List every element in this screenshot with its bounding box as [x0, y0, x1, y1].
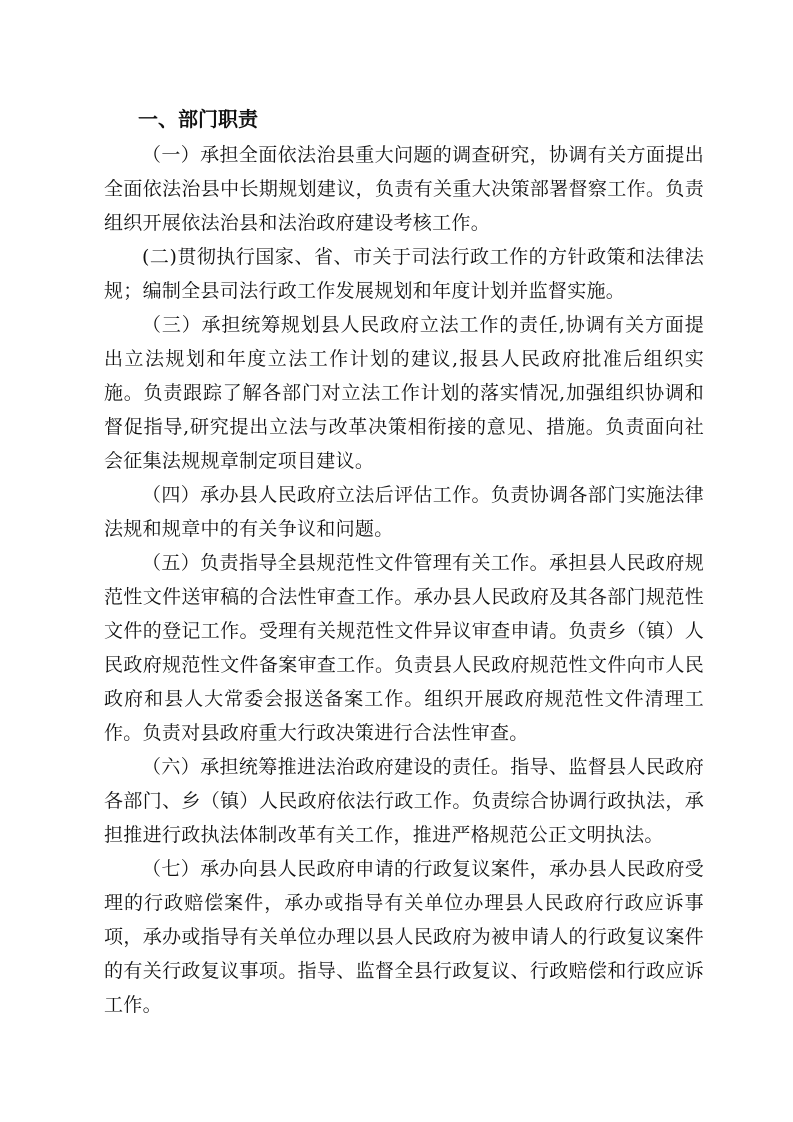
paragraph-1: （一）承担全面依法治县重大问题的调查研究，协调有关方面提出全面依法治县中长期规划建议，负责有关重大决策部署督察工作。负责组织开展依法治县和法治政府建设考核工作。: [104, 144, 704, 234]
paragraph-6: （六）承担统筹推进法治政府建设的责任。指导、监督县人民政府各部门、乡（镇）人民政府依法行政工作。负责综合协调行政执法，承担推进行政执法体制改革有关工作，推进严格规范公正文明执法。: [104, 756, 704, 846]
document-body: [104, 138, 704, 1022]
paragraph-5: （五）负责指导全县规范性文件管理有关工作。承担县人民政府规范性文件送审稿的合法性审查工作。承办县人民政府及其各部门规范性文件的登记工作。受理有关规范性文件异议审查申请。负责乡（镇）人民政府规范性文件备案审查工作。负责县人民政府规范性文件向市人民政府和县人大常委会报送备案工作。组织开展政府规范性文件清理工作。负责对县政府重大行政决策进行合法性审查。: [104, 552, 704, 744]
section-title: 一、部门职责: [138, 107, 258, 131]
paragraph-7: （七）承办向县人民政府申请的行政复议案件，承办县人民政府受理的行政赔偿案件，承办或指导有关单位办理县人民政府行政应诉事项，承办或指导有关单位办理以县人民政府为被申请人的行政复议案件的有关行政复议事项。指导、监督全县行政复议、行政赔偿和行政应诉工作。: [104, 858, 704, 1016]
paragraph-3: （三）承担统筹规划县人民政府立法工作的责任,协调有关方面提出立法规划和年度立法工作计划的建议,报县人民政府批准后组织实施。负责跟踪了解各部门对立法工作计划的落实情况,加强组织协调和督促指导,研究提出立法与改革决策相衔接的意见、措施。负责面向社会征集法规规章制定项目建议。: [104, 314, 704, 472]
paragraph-2: (二)贯彻执行国家、省、市关于司法行政工作的方针政策和法律法规；编制全县司法行政工作发展规划和年度计划并监督实施。: [104, 246, 704, 302]
paragraph-4: （四）承办县人民政府立法后评估工作。负责协调各部门实施法律法规和规章中的有关争议和问题。: [104, 484, 704, 540]
